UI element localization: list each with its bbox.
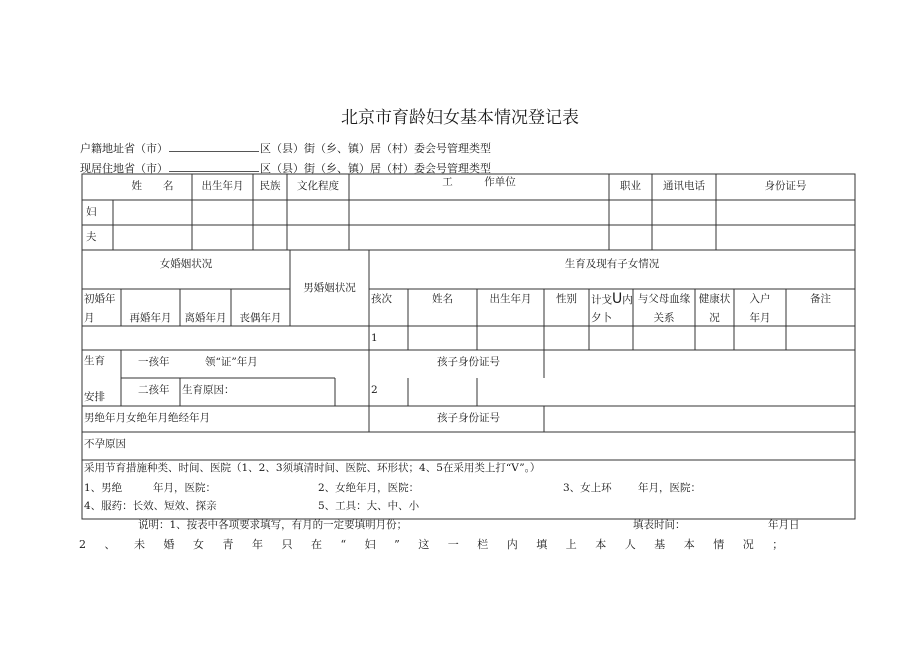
header-occupation: 职业	[620, 180, 641, 192]
note-2: 2、未婚女青年只在“妇”这一栏内填上本人基本情况；	[79, 538, 802, 551]
first-marriage-label: 初婚年	[84, 293, 116, 305]
widowed-label: 丧偶年月	[239, 312, 282, 324]
header-ethnic: 民族	[259, 180, 281, 192]
method-1-detail: 年月，医院：	[153, 482, 216, 494]
first-child-year: 一孩年	[138, 356, 170, 368]
header-id-number: 身份证号	[764, 180, 807, 192]
sterilization-line: 男绝年月女绝年月绝经年月	[84, 412, 210, 424]
plan-text-b: 内	[622, 294, 633, 306]
child-health-header: 健康状	[698, 293, 731, 305]
header-phone: 通讯电话	[663, 180, 705, 192]
child-birth-header: 出生年月	[489, 293, 532, 305]
row-husband-label: 夫	[86, 231, 97, 243]
birth-plan-label: 生育	[84, 355, 105, 367]
divorce-label: 离婚年月	[184, 312, 227, 324]
child-sex-header: 性别	[556, 293, 577, 305]
header-birth: 出生年月	[201, 180, 244, 192]
header-education: 文化程度	[297, 180, 339, 192]
method-1-label: 1、男绝	[84, 482, 123, 494]
child-row-1: 1	[371, 332, 378, 344]
infertility-reason: 不孕原因	[84, 438, 126, 450]
method-3-detail: 年月，医院：	[638, 482, 701, 494]
child-remark-header: 备注	[810, 293, 831, 305]
child-id-label-2: 孩子身份证号	[437, 412, 500, 424]
xianju-label: 现居住地省（市）	[80, 162, 168, 175]
plan-text-a: 计戈	[591, 294, 612, 306]
child-name-header: 姓名	[432, 293, 453, 305]
header-name: 姓 名	[131, 180, 174, 192]
first-marriage-label-2: 月	[84, 312, 95, 324]
form-title: 北京市育龄妇女基本情况登记表	[341, 108, 579, 128]
child-blood-header-2: 关系	[653, 312, 675, 324]
plan-text-u: U	[612, 291, 623, 307]
child-hukou-header-2: 年月	[749, 312, 771, 324]
child-order-header: 孩次	[371, 293, 392, 305]
birth-plan-label-2: 安排	[84, 391, 105, 403]
huji-suffix: 区（县）街（乡、镇）居（村）委会号管理类型	[260, 142, 491, 155]
certificate-date: 领“证”年月	[205, 356, 258, 368]
male-marriage-header: 男婚姻状况	[303, 282, 356, 294]
birth-reason-label: 生育原因：	[182, 384, 235, 396]
method-3-label: 3、女上环	[563, 482, 612, 494]
contraception-intro: 采用节育措施种类、时间、医院（1、2、3须填清时间、医院、环形状；4、5在采用类上打“V”。）	[84, 462, 541, 474]
fill-date-value: 年月日	[768, 519, 800, 531]
huji-label: 户籍地址省（市）	[80, 142, 168, 155]
xianju-suffix: 区（县）街（乡、镇）居（村）委会号管理类型	[260, 162, 491, 175]
child-plan-header-2: 夕卜	[591, 312, 612, 324]
child-row-2: 2	[371, 384, 378, 396]
children-section-header: 生育及现有子女情况	[564, 258, 660, 270]
header-work-unit: 工 作单位	[442, 176, 516, 188]
female-marriage-header: 女婚姻状况	[159, 258, 213, 270]
method-5: 5、工具：大、中、小	[318, 500, 420, 512]
remarriage-label: 再婚年月	[129, 312, 172, 324]
second-child-year: 二孩年	[138, 384, 170, 396]
child-id-label-1: 孩子身份证号	[437, 356, 500, 368]
fill-date-label: 填表时间：	[633, 519, 686, 531]
child-plan-header	[591, 292, 633, 306]
note-1: 说明：1、按表中各项要求填写，有月的一定要填明月份；	[138, 519, 408, 531]
row-wife-label: 妇	[86, 206, 97, 218]
child-health-header-2: 况	[709, 312, 720, 324]
method-4: 4、服药：长效、短效、探亲	[84, 500, 217, 512]
child-hukou-header: 入户	[749, 293, 771, 305]
method-2: 2、女绝年月，医院：	[318, 482, 420, 494]
child-blood-header: 与父母血缘	[637, 293, 691, 305]
